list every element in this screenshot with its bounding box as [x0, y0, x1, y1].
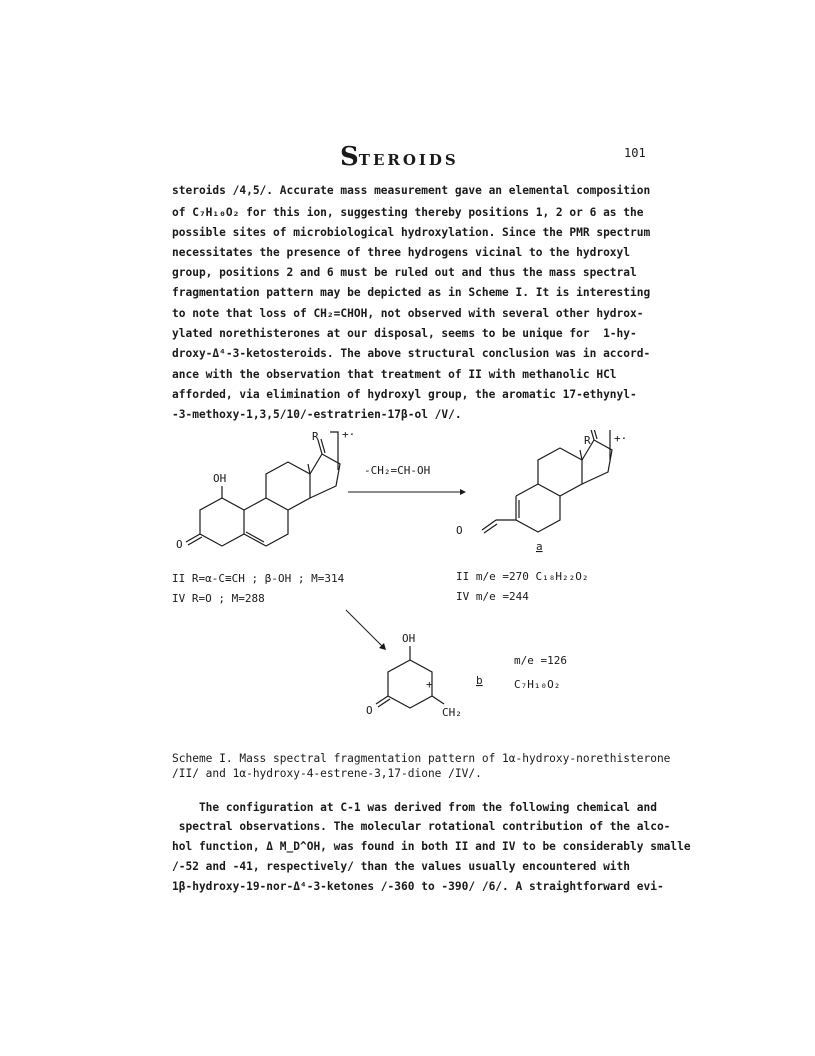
radical-cation-right: +·	[614, 432, 628, 445]
compound-iv-label: IV R=O ; M=288	[172, 592, 265, 605]
fragment-a-iv: IV m/e =244	[456, 590, 529, 603]
text-line: group, positions 2 and 6 must be ruled out and thus the mass spectral	[172, 266, 637, 279]
text-line: ance with the observation that treatment of II with methanolic HCl	[172, 368, 617, 381]
starting-steroid-structure	[186, 432, 340, 546]
fragment-b-letter: b	[476, 674, 483, 687]
text-line: hol function, Δ M_D^OH, was found in both II and IV to be considerably smalle	[172, 840, 691, 853]
arrow-to-fragment-b	[346, 610, 382, 646]
fragmentation-scheme-svg	[170, 430, 650, 730]
text-line: to note that loss of CH₂=CHOH, not observed with several other hydrox-	[172, 307, 644, 320]
plus-label-b: +	[426, 678, 433, 691]
text-line: spectral observations. The molecular rotational contribution of the alco-	[172, 820, 671, 833]
page-number: 101	[624, 146, 646, 160]
journal-initial: S	[340, 142, 359, 172]
text-line: 1β-hydroxy-19-nor-Δ⁴-3-ketones /-360 to -390/ /6/. A straightforward evi-	[172, 880, 664, 893]
oh-label-b: OH	[402, 632, 416, 645]
text-line: possible sites of microbiological hydroxylation. Since the PMR spectrum	[172, 226, 651, 239]
r-label-right: R	[584, 434, 591, 447]
arrowhead-a	[460, 489, 466, 495]
oh-label-left: OH	[213, 472, 227, 485]
caption-line: Scheme I. Mass spectral fragmentation pattern of 1α-hydroxy-norethisterone	[172, 752, 671, 765]
running-header	[340, 142, 459, 172]
text-line: necessitates the presence of three hydrogens vicinal to the hydroxyl	[172, 246, 631, 259]
radical-cation-left: +·	[342, 430, 356, 441]
fragment-a-letter: a	[536, 540, 543, 553]
fragment-b-formula: C₇H₁₀O₂	[514, 678, 561, 691]
text-line: fragmentation pattern may be depicted as in Scheme I. It is interesting	[172, 286, 651, 299]
text-line: of C₇H₁₀O₂ for this ion, suggesting thereby positions 1, 2 or 6 as the	[172, 206, 644, 219]
text-line: droxy-Δ⁴-3-ketosteroids. The above structural conclusion was in accord-	[172, 347, 651, 360]
o-label-left: O	[176, 538, 183, 551]
fragment-b-structure	[376, 646, 444, 708]
o-label-b: O	[366, 704, 373, 717]
r-label-left: R	[312, 430, 319, 443]
fragment-a-structure	[482, 430, 612, 533]
fragment-b-me: m/e =126	[514, 654, 567, 667]
text-line: afforded, via elimination of hydroxyl group, the aromatic 17-ethynyl-	[172, 388, 637, 401]
text-line: steroids /4,5/. Accurate mass measurement gave an elemental composition	[172, 184, 651, 197]
compound-ii-label: II R=α-C≡CH ; β-OH ; M=314	[172, 572, 345, 585]
ch2-label-b: CH₂	[442, 706, 462, 719]
journal-title-rest: TEROIDS	[358, 151, 459, 169]
text-line: The configuration at C-1 was derived from the following chemical and	[172, 801, 657, 814]
scheme-figure	[170, 430, 650, 730]
arrow-label: -CH₂=CH-OH	[364, 464, 431, 477]
text-line: -3-methoxy-1,3,5/10/-estratrien-17β-ol /V/.	[172, 408, 462, 421]
text-line: ylated norethisterones at our disposal, seems to be unique for 1-hy-	[172, 327, 637, 340]
caption-line: /II/ and 1α-hydroxy-4-estrene-3,17-dione /IV/.	[172, 767, 482, 780]
fragment-a-ii: II m/e =270 C₁₈H₂₂O₂	[456, 570, 589, 583]
o-label-right: O	[456, 524, 463, 537]
text-line: /-52 and -41, respectively/ than the values usually encountered with	[172, 860, 631, 873]
